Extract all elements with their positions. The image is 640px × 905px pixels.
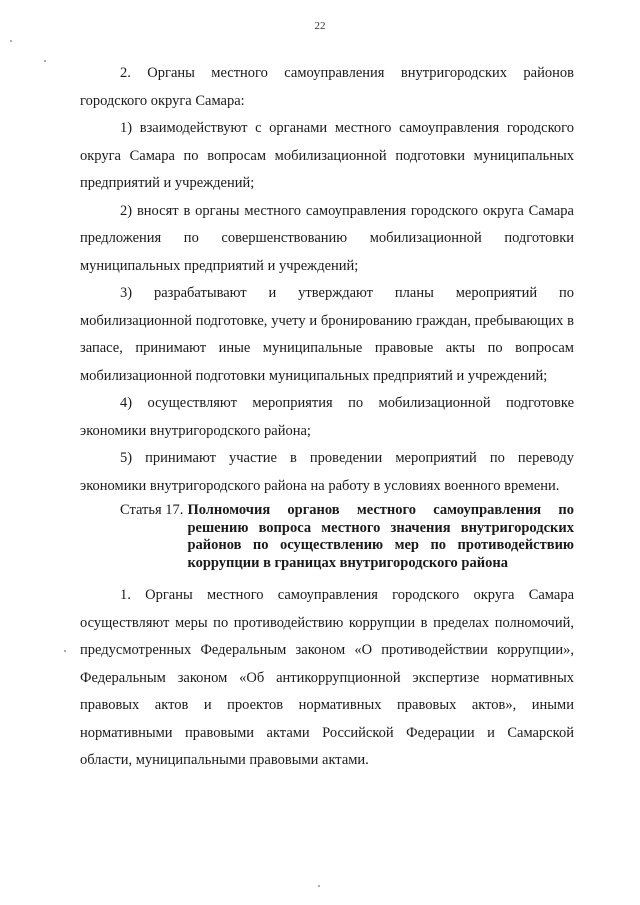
article-heading xyxy=(120,502,574,572)
list-item: 5) принимают участие в проведении мероприятий по переводу экономики внутригородского района на работу в условиях военного времени. xyxy=(80,450,574,494)
list-item: 3) разрабатывают и утверждают планы мероприятий по мобилизационной подготовке, учету и бронированию граждан, пребывающих в запасе, принимают иные муниципальные правовые акты по вопросам мобилизационной подготовки муниципальных предприятий и учреждений; xyxy=(80,285,574,384)
scan-speck xyxy=(64,650,66,652)
paragraph: 1. Органы местного самоуправления городского округа Самара осуществляют меры по противодействию коррупции в пределах полномочий, предусмотренных Федеральным законом «О противодействии коррупции», Федеральным законом «Об антикоррупционной экспертизе нормативных правовых актов и проектов нормативных правовых актов», иными нормативными правовыми актами Российской Федерации и Самарской области, муниципальными правовыми актами. xyxy=(80,587,574,768)
scan-speck xyxy=(318,885,320,887)
list-item: 2) вносят в органы местного самоуправления городского округа Самара предложения по совершенствованию мобилизационной подготовки муниципальных предприятий и учреждений; xyxy=(80,202,574,274)
scan-speck xyxy=(10,40,12,42)
article-label: Статья 17. xyxy=(120,502,184,518)
page-number: 22 xyxy=(314,20,326,32)
paragraph: 2. Органы местного самоуправления внутригородских районов городского округа Самара: xyxy=(80,65,574,109)
scan-speck xyxy=(44,60,46,62)
list-item: 1) взаимодействуют с органами местного самоуправления городского округа Самара по вопросам мобилизационной подготовки муниципальных предприятий и учреждений; xyxy=(80,120,574,191)
list-item: 4) осуществляют мероприятия по мобилизационной подготовке экономики внутригородского района; xyxy=(80,395,574,439)
article-title: Полномочия органов местного самоуправления по решению вопроса местного значения внутригородских районов по осуществлению мер по противодействию коррупции в границах внутригородского района xyxy=(187,502,574,571)
document-body xyxy=(80,60,574,775)
